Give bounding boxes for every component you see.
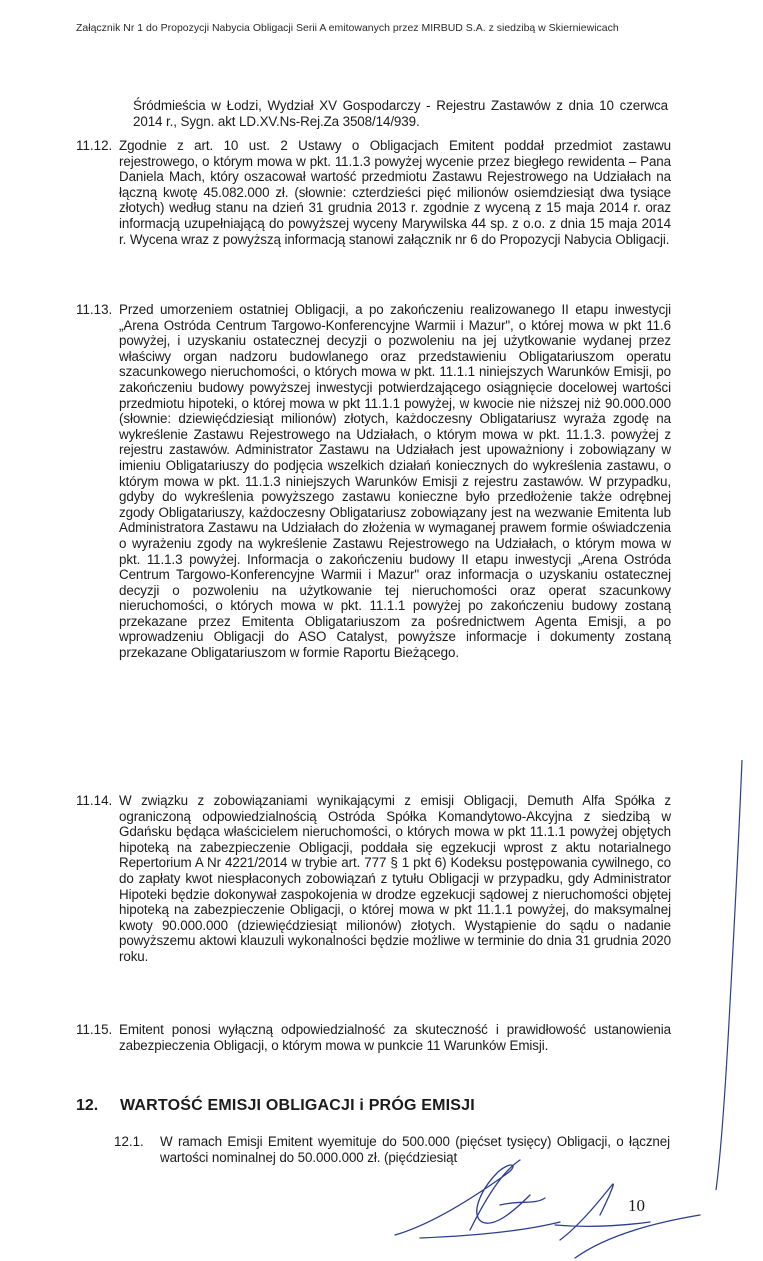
item-number-11-14: 11.14. — [76, 793, 113, 808]
item-text-11-14: W związku z zobowiązaniami wynikającymi z emisji Obligacji, Demuth Alfa Spółka z ograniczoną odpowiedzialnością Ostróda Spółka Komandytowo-Akcyjna z siedzibą w Gdańsku będąca właścicielem nieruchomości, o których mowa w pkt 11.1.1 powyżej objętych hipoteką na zabezpieczenie Obligacji, poddała się egzekucji wprost z aktu notarialnego Repertorium A Nr 4221/2014 w trybie art. 777 § 1 pkt 6) Kodeksu postępowania cywilnego, co do zapłaty kwot niespłaconych zobowiązań z tytułu Obligacji w przypadku, gdy Administrator Hipoteki będzie dokonywał zaspokojenia w drodze egzekucji sądowej z nieruchomości objętej hipoteką na zabezpieczenie Obligacji, o której mowa w pkt 11.1.1 powyżej, do maksymalnej kwoty 90.000.000 (dziewięćdziesiąt milionów) złotych. Wystąpienie do sądu o nadanie powyższemu aktowi klauzuli wykonalności będzie możliwe w terminie do dnia 31 grudnia 2020 roku. — [119, 793, 671, 964]
section-title: WARTOŚĆ EMISJI OBLIGACJI i PRÓG EMISJI — [120, 1097, 475, 1114]
item-text-11-15: Emitent ponosi wyłączną odpowiedzialność za skuteczność i prawidłowość ustanowienia zabezpieczenia Obligacji, o którym mowa w punkcie 11 Warunków Emisji. — [119, 1022, 671, 1053]
continuation-paragraph: Śródmieścia w Łodzi, Wydział XV Gospodarczy - Rejestru Zastawów z dnia 10 czerwca 2014 r., Sygn. akt LD.XV.Ns-Rej.Za 3508/14/939. — [133, 98, 668, 129]
subitem-number-12-1: 12.1. — [114, 1134, 144, 1149]
item-number-11-13: 11.13. — [76, 302, 113, 317]
item-number-11-12: 11.12. — [76, 138, 113, 153]
document-header: Załącznik Nr 1 do Propozycji Nabycia Obligacji Serii A emitowanych przez MIRBUD S.A. z siedzibą w Skierniewicach — [76, 22, 619, 34]
item-number-11-15: 11.15. — [76, 1022, 113, 1037]
page-number: 10 — [628, 1196, 645, 1215]
section-number: 12. — [76, 1097, 99, 1114]
subitem-text-12-1: W ramach Emisji Emitent wyemituje do 500.000 (pięćset tysięcy) Obligacji, o łącznej wartości nominalnej do 50.000.000 zł. (pięćdziesiąt — [160, 1134, 670, 1165]
item-text-11-13: Przed umorzeniem ostatniej Obligacji, a po zakończeniu realizowanego II etapu inwestycji „Arena Ostróda Centrum Targowo-Konferencyjne Warmii i Mazur", o której mowa w pkt 11.6 powyżej, i uzyskaniu ostatecznej decyzji o pozwoleniu na jej użytkowanie wydanej przez właściwy organ nadzoru budowlanego oraz przedstawieniu Obligatariuszom operatu szacunkowego nieruchomości, o których mowa w pkt. 11.1.1 niniejszych Warunków Emisji, po zakończeniu budowy powyższej inwestycji potwierdzającego osiągnięcie docelowej wartości przedmiotu hipoteki, o której mowa w pkt 11.1.1 powyżej, w kwocie nie niższej niż 90.000.000 (słownie: dziewięćdziesiąt milionów) złotych, każdoczesny Obligatariusz wyraża zgodę na wykreślenie Zastawu Rejestrowego na Udziałach, o którym mowa w pkt. 11.1.3. powyżej z rejestru zastawów. Administrator Zastawu na Udziałach jest upoważniony i zobowiązany w imieniu Obligatariuszy do podjęcia wszelkich działań koniecznych do wykreślenia zastawu, o którym mowa w pkt. 11.1.3 niniejszych Warunków Emisji z rejestru zastawów. W przypadku, gdyby do wykreślenia powyższego zastawu konieczne było przedłożenie także odrębnej zgody Obligatariuszy, każdoczesny Obligatariusz zobowiązany jest na wezwanie Emitenta lub Administratora Zastawu na Udziałach do złożenia w wymaganej prawem formie oświadczenia o wyrażeniu zgody na wykreślenie Zastawu Rejestrowego na Udziałach, o którym mowa w pkt. 11.1.3 powyżej. Informacja o zakończeniu budowy II etapu inwestycji „Arena Ostróda Centrum Targowo-Konferencyjne Warmii i Mazur" oraz informacja o uzyskaniu ostatecznej decyzji o pozwoleniu na użytkowanie tej nieruchomości oraz operat szacunkowy nieruchomości, o których mowa w pkt. 11.1.1 powyżej po zakończeniu budowy zostaną przekazane przez Emitenta Obligatariuszom za pośrednictwem Agenta Emisji, a po wprowadzeniu Obligacji do ASO Catalyst, powyższe informacje i dokumenty zostaną przekazane Obligatariuszom w formie Raportu Bieżącego. — [119, 302, 671, 661]
item-text-11-12: Zgodnie z art. 10 ust. 2 Ustawy o Obligacjach Emitent poddał przedmiot zastawu rejestrowego, o którym mowa w pkt. 11.1.3 powyżej wycenie przez biegłego rewidenta – Pana Daniela Mach, który oszacował wartość przedmiotu Zastawu Rejestrowego na Udziałach na łączną kwotę 45.082.000 zł. (słownie: czterdzieści pięć milionów osiemdziesiąt dwa tysiące złotych) według stanu na dzień 31 grudnia 2013 r. zgodnie z wyceną z 15 maja 2014 r. oraz informacją uzupełniającą do powyższej wyceny Marywilska 44 sp. z o.o. z dnia 15 maja 2014 r. Wycena wraz z powyższą informacją stanowi załącznik nr 6 do Propozycji Nabycia Obligacji. — [119, 138, 671, 247]
